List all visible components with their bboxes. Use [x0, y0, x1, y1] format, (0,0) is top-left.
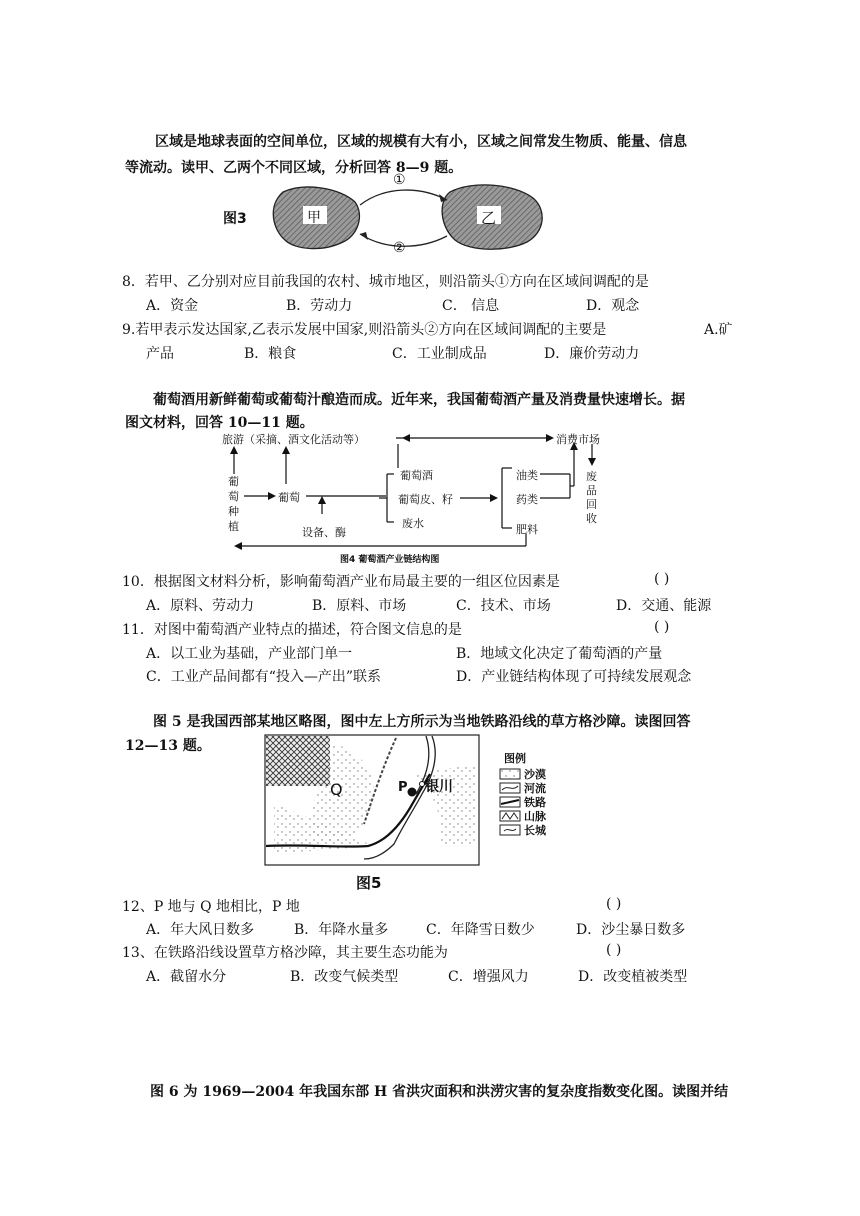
question-10-option-a: A．原料、劳动力 — [146, 598, 255, 614]
figure-3-label: 图3 — [223, 211, 247, 227]
recycle-char: 回 — [586, 498, 597, 511]
question-10-stem: 10．根据图文材料分析，影响葡萄酒产业布局最主要的一组区位因素是 — [122, 574, 560, 590]
intro2-line2: 图文材料，回答 10—11 题。 — [125, 415, 314, 431]
question-12-option-b: B．年降水量多 — [294, 922, 389, 938]
question-10-option-d: D．交通、能源 — [616, 598, 712, 614]
question-13-option-a: A．截留水分 — [146, 969, 227, 985]
recycle-char: 废 — [586, 470, 597, 483]
planting-node — [228, 474, 239, 534]
arrow-2-label: ② — [393, 240, 406, 256]
legend-desert: 沙漠 — [524, 768, 546, 781]
figure-5 — [264, 734, 564, 894]
region-a-label: 甲 — [307, 210, 321, 226]
intro1-line2: 等流动。读甲、乙两个不同区域，分析回答 8—9 题。 — [125, 160, 463, 176]
wine-node: 葡萄酒 — [400, 469, 433, 482]
oil-node: 油类 — [516, 469, 538, 482]
legend-mountain: 山脉 — [524, 810, 546, 823]
legend-railway: 铁路 — [524, 796, 546, 809]
grape-node: 葡萄 — [278, 491, 300, 504]
fertilizer-node: 肥料 — [516, 523, 538, 536]
question-12-answer-bracket: ( ) — [606, 896, 622, 912]
question-9-option-a-part2: 产品 — [146, 346, 174, 362]
region-b-label: 乙 — [481, 209, 497, 227]
question-9-stem: 9.若甲表示发达国家,乙表示发展中国家,则沿箭头②方向在区域间调配的主要是 — [122, 322, 607, 338]
intro2-line1: 葡萄酒用新鲜葡萄或葡萄汁酿造而成。近年来，我国葡萄酒产量及消费量快速增长。据 — [153, 392, 685, 408]
figure-3 — [215, 170, 555, 260]
point-q-label: Q — [330, 780, 343, 799]
legend — [524, 768, 546, 838]
question-8-option-a: A．资金 — [146, 298, 199, 314]
question-10-option-c: C．技术、市场 — [456, 598, 551, 614]
question-9-option-c: C．工业制成品 — [392, 346, 487, 362]
planting-char: 植 — [228, 520, 239, 533]
question-12-option-d: D．沙尘暴日数多 — [576, 922, 686, 938]
question-10-answer-bracket: ( ) — [654, 571, 670, 587]
planting-char: 种 — [228, 505, 239, 518]
yinchuan-label: 银川 — [425, 779, 453, 795]
intro3-line2: 12—13 题。 — [125, 738, 211, 754]
question-13-option-d: D．改变植被类型 — [578, 969, 688, 985]
question-9-option-a-part1: A.矿 — [704, 322, 733, 338]
question-13-option-b: B．改变气候类型 — [290, 969, 399, 985]
question-9-option-b: B．粮食 — [244, 346, 297, 362]
medicine-node: 药类 — [516, 493, 538, 506]
question-8-option-d: D．观念 — [586, 298, 640, 314]
legend-title: 图例 — [504, 752, 526, 765]
equipment-node: 设备、酶 — [302, 526, 346, 539]
planting-char: 葡 — [228, 475, 239, 488]
arrow-1-label: ① — [393, 172, 406, 188]
question-11-answer-bracket: ( ) — [654, 619, 670, 635]
market-node: 消费市场 — [556, 433, 600, 446]
figure-4 — [222, 428, 622, 568]
question-13-option-c: C．增强风力 — [448, 969, 529, 985]
skin-seed-node: 葡萄皮、籽 — [398, 493, 453, 506]
planting-char: 萄 — [228, 490, 239, 503]
question-12-option-a: A．年大风日数多 — [146, 922, 255, 938]
question-10-option-b: B．原料、市场 — [312, 598, 407, 614]
question-11-option-b: B．地域文化决定了葡萄酒的产量 — [456, 646, 663, 662]
intro3-line1: 图 5 是我国西部某地区略图，图中左上方所示为当地铁路沿线的草方格沙障。读图回答 — [153, 714, 691, 730]
question-11-option-c: C．工业产品间都有“投入—产出”联系 — [146, 669, 382, 685]
question-12-option-c: C．年降雪日数少 — [426, 922, 535, 938]
question-13-answer-bracket: ( ) — [606, 942, 622, 958]
legend-great-wall: 长城 — [524, 824, 546, 837]
question-11-option-d: D．产业链结构体现了可持续发展观念 — [456, 669, 692, 685]
question-8-option-b: B．劳动力 — [286, 298, 353, 314]
intro1-line1: 区域是地球表面的空间单位，区域的规模有大有小，区域之间常发生物质、能量、信息 — [155, 134, 687, 150]
question-11-option-a: A．以工业为基础，产业部门单一 — [146, 646, 353, 662]
figure-5-label: 图5 — [356, 874, 382, 892]
question-8-stem: 8．若甲、乙分别对应目前我国的农村、城市地区，则沿箭头①方向在区域间调配的是 — [122, 274, 649, 290]
point-p-label: P — [398, 780, 408, 795]
legend-river: 河流 — [524, 782, 546, 795]
tourism-node: 旅游（采摘、酒文化活动等） — [222, 433, 365, 446]
figure-4-caption: 图4 葡萄酒产业链结构图 — [340, 555, 440, 565]
recycle-char: 收 — [586, 512, 597, 525]
recycle-char: 品 — [586, 484, 597, 497]
intro4-line1: 图 6 为 1969—2004 年我国东部 H 省洪灾面积和洪涝灾害的复杂度指数变化图。读图并结 — [150, 1084, 729, 1100]
recycle-node — [586, 470, 597, 526]
question-9-option-d: D．廉价劳动力 — [544, 346, 640, 362]
question-8-option-c: C． 信息 — [442, 298, 500, 314]
question-13-stem: 13、在铁路沿线设置草方格沙障，其主要生态功能为 — [122, 945, 448, 961]
waste-water-node: 废水 — [402, 517, 424, 530]
question-12-stem: 12、P 地与 Q 地相比，P 地 — [122, 899, 300, 915]
question-11-stem: 11．对图中葡萄酒产业特点的描述，符合图文信息的是 — [122, 622, 462, 638]
